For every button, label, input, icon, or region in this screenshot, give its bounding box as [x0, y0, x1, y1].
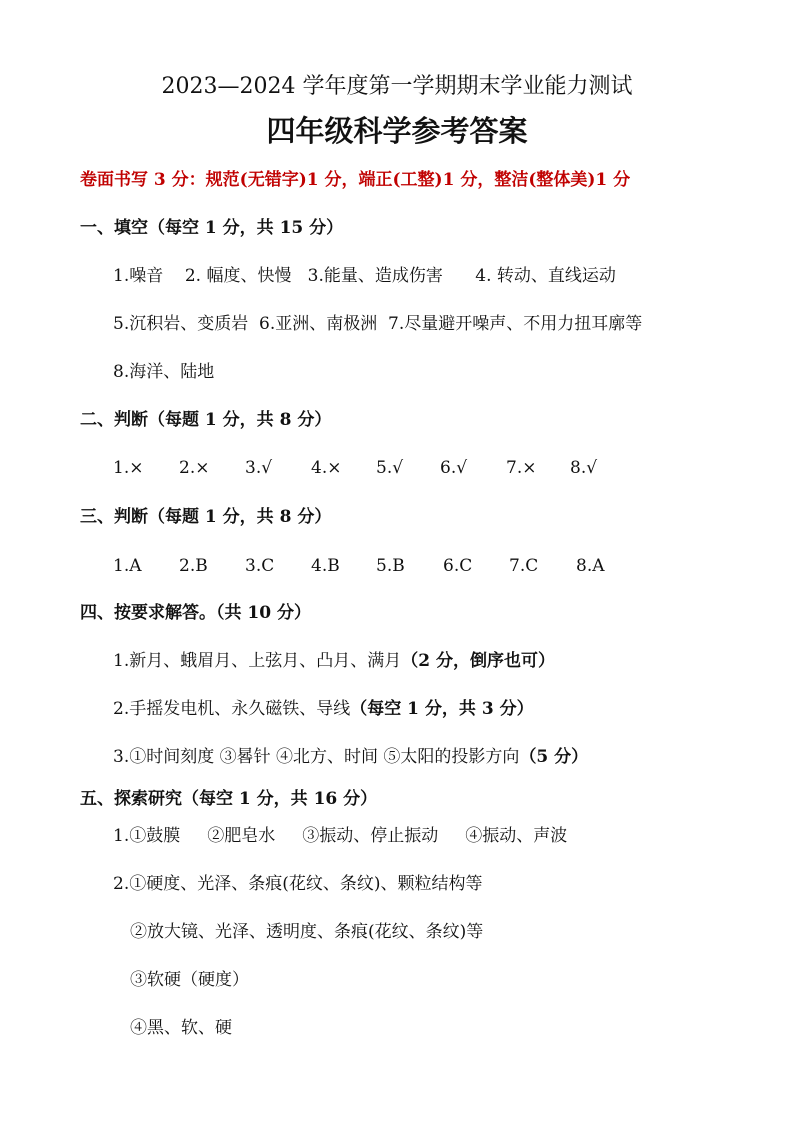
answer-item: 3.C	[245, 556, 275, 576]
answer-item: 6.C	[443, 556, 473, 576]
answer-item: 5.√	[376, 458, 404, 478]
answer-item: 3.√	[245, 458, 273, 478]
section-1-line-2: 5.沉积岩、变质岩 6.亚洲、南极洲 7.尽量避开噪声、不用力扭耳廓等	[113, 314, 643, 334]
handwriting-note: 卷面书写 3 分：规范(无错字)1 分，端正(工整)1 分，整洁(整体美)1 分	[80, 170, 631, 190]
section-4-heading: 四、按要求解答。（共 10 分）	[80, 603, 311, 623]
section-2-heading: 二、判断（每题 1 分，共 8 分）	[80, 410, 332, 430]
section-1-line-1: 1.噪音 2. 幅度、快慢 3.能量、造成伤害 4. 转动、直线运动	[113, 266, 616, 286]
section-4-q1	[113, 653, 555, 670]
section-5-q2-part4: ④黑、软、硬	[130, 1018, 232, 1038]
section-1-line-3: 8.海洋、陆地	[113, 362, 215, 382]
section-2-answers	[113, 460, 713, 478]
score-note: （2 分，倒序也可）	[401, 651, 555, 671]
answer-item: 6.√	[440, 458, 468, 478]
score-note: （5 分）	[519, 747, 589, 767]
answer-item: 5.B	[376, 556, 405, 576]
answer-item: 4.×	[311, 458, 342, 478]
answer-item: 4.B	[311, 556, 340, 576]
section-3-heading: 三、判断（每题 1 分，共 8 分）	[80, 507, 332, 527]
page-title: 四年级科学参考答案	[266, 114, 528, 148]
section-5-q2-part2: ②放大镜、光泽、透明度、条痕(花纹、条纹)等	[130, 922, 484, 942]
answer-item: 2.×	[179, 458, 210, 478]
answer-item: 8.A	[576, 556, 605, 576]
section-4-q3	[113, 749, 588, 766]
answer-text: 1.新月、蛾眉月、上弦月、凸月、满月	[113, 651, 402, 671]
score-note: （每空 1 分，共 3 分）	[350, 699, 534, 719]
section-5-q2-part1: 2.①硬度、光泽、条痕(花纹、条纹)、颗粒结构等	[113, 874, 483, 894]
section-4-q2	[113, 701, 534, 718]
exam-title: 2023—2024 学年度第一学期期末学业能力测试	[161, 74, 633, 99]
answer-text: 2.手摇发电机、永久磁铁、导线	[113, 699, 351, 719]
section-5-q1: 1.①鼓膜 ②肥皂水 ③振动、停止振动 ④振动、声波	[113, 826, 568, 846]
section-5-q2-part3: ③软硬（硬度）	[130, 970, 249, 990]
answer-item: 7.×	[506, 458, 537, 478]
section-5-heading: 五、探索研究（每空 1 分，共 16 分）	[80, 789, 378, 809]
answer-text: 3.①时间刻度 ③晷针 ④北方、时间 ⑤太阳的投影方向	[113, 747, 520, 767]
answer-item: 7.C	[509, 556, 539, 576]
answer-item: 8.√	[570, 458, 598, 478]
answer-item: 2.B	[179, 556, 208, 576]
answer-item: 1.×	[113, 458, 144, 478]
section-3-answers	[113, 558, 713, 576]
answer-item: 1.A	[113, 556, 142, 576]
section-1-heading: 一、填空（每空 1 分，共 15 分）	[80, 218, 344, 238]
